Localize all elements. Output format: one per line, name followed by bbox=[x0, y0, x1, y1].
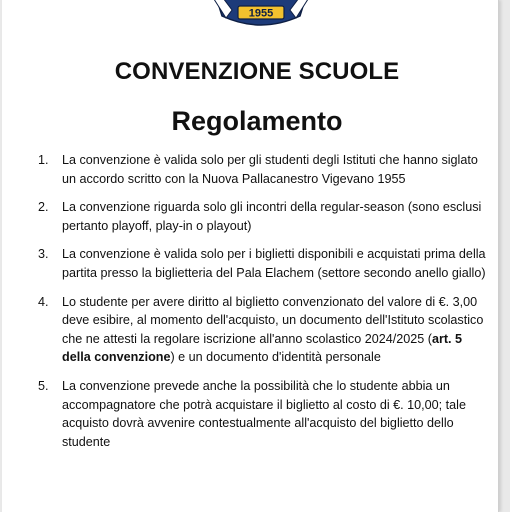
club-crest-logo bbox=[210, 0, 312, 30]
rules-list bbox=[38, 151, 494, 461]
document-subtitle: Regolamento bbox=[171, 106, 343, 136]
rule-text: La convenzione è valida solo per i biglietti disponibili e acquistati prima della partita presso la biglietteria del Pala Elachem (settore secondo anello giallo) bbox=[62, 247, 486, 280]
rule-item bbox=[38, 245, 494, 282]
rule-text-bold: art. 5 della convenzione bbox=[62, 331, 463, 365]
rule-text-part: ) e un documento d'identità personale bbox=[170, 350, 381, 365]
document-title: CONVENZIONE SCUOLE bbox=[114, 58, 400, 85]
crest-year-text: 1955 bbox=[248, 7, 274, 20]
rule-text: La convenzione prevede anche la possibilità che lo studente abbia un accompagnatore che potrà acquistare il biglietto al costo di €. 10,00; tale acquisto dovrà avvenire contestualmente all'acquisto del biglietto dello studente bbox=[62, 378, 466, 449]
document-page bbox=[2, 0, 499, 512]
rule-text: La convenzione riguarda solo gli incontri della regular-season (sono esclusi pertanto playoff, play-in o playout) bbox=[62, 200, 482, 233]
rule-number: 3. bbox=[38, 247, 49, 262]
rule-number: 4. bbox=[38, 294, 49, 309]
rule-number: 1. bbox=[38, 153, 49, 167]
rule-text bbox=[62, 293, 494, 367]
rule-number: 2. bbox=[38, 200, 49, 215]
rule-item bbox=[38, 293, 494, 367]
rule-item bbox=[38, 198, 494, 235]
rule-text: La convenzione è valida solo per gli studenti degli Istituti che hanno siglato un accordo scritto con la Nuova Pallacanestro Vigevano 1955 bbox=[62, 153, 478, 186]
rule-number: 5. bbox=[38, 378, 49, 393]
rule-text-part: Lo studente per avere diritto al biglietto convenzionato del valore di €. 3,00 deve esibire, al momento dell'acquisto, un documento dell'Istituto scolastico che ne attesti la regolare iscrizione all'anno scolastico 2024/2025 ( bbox=[62, 294, 484, 346]
rule-item bbox=[38, 377, 494, 451]
rule-item bbox=[38, 151, 494, 188]
